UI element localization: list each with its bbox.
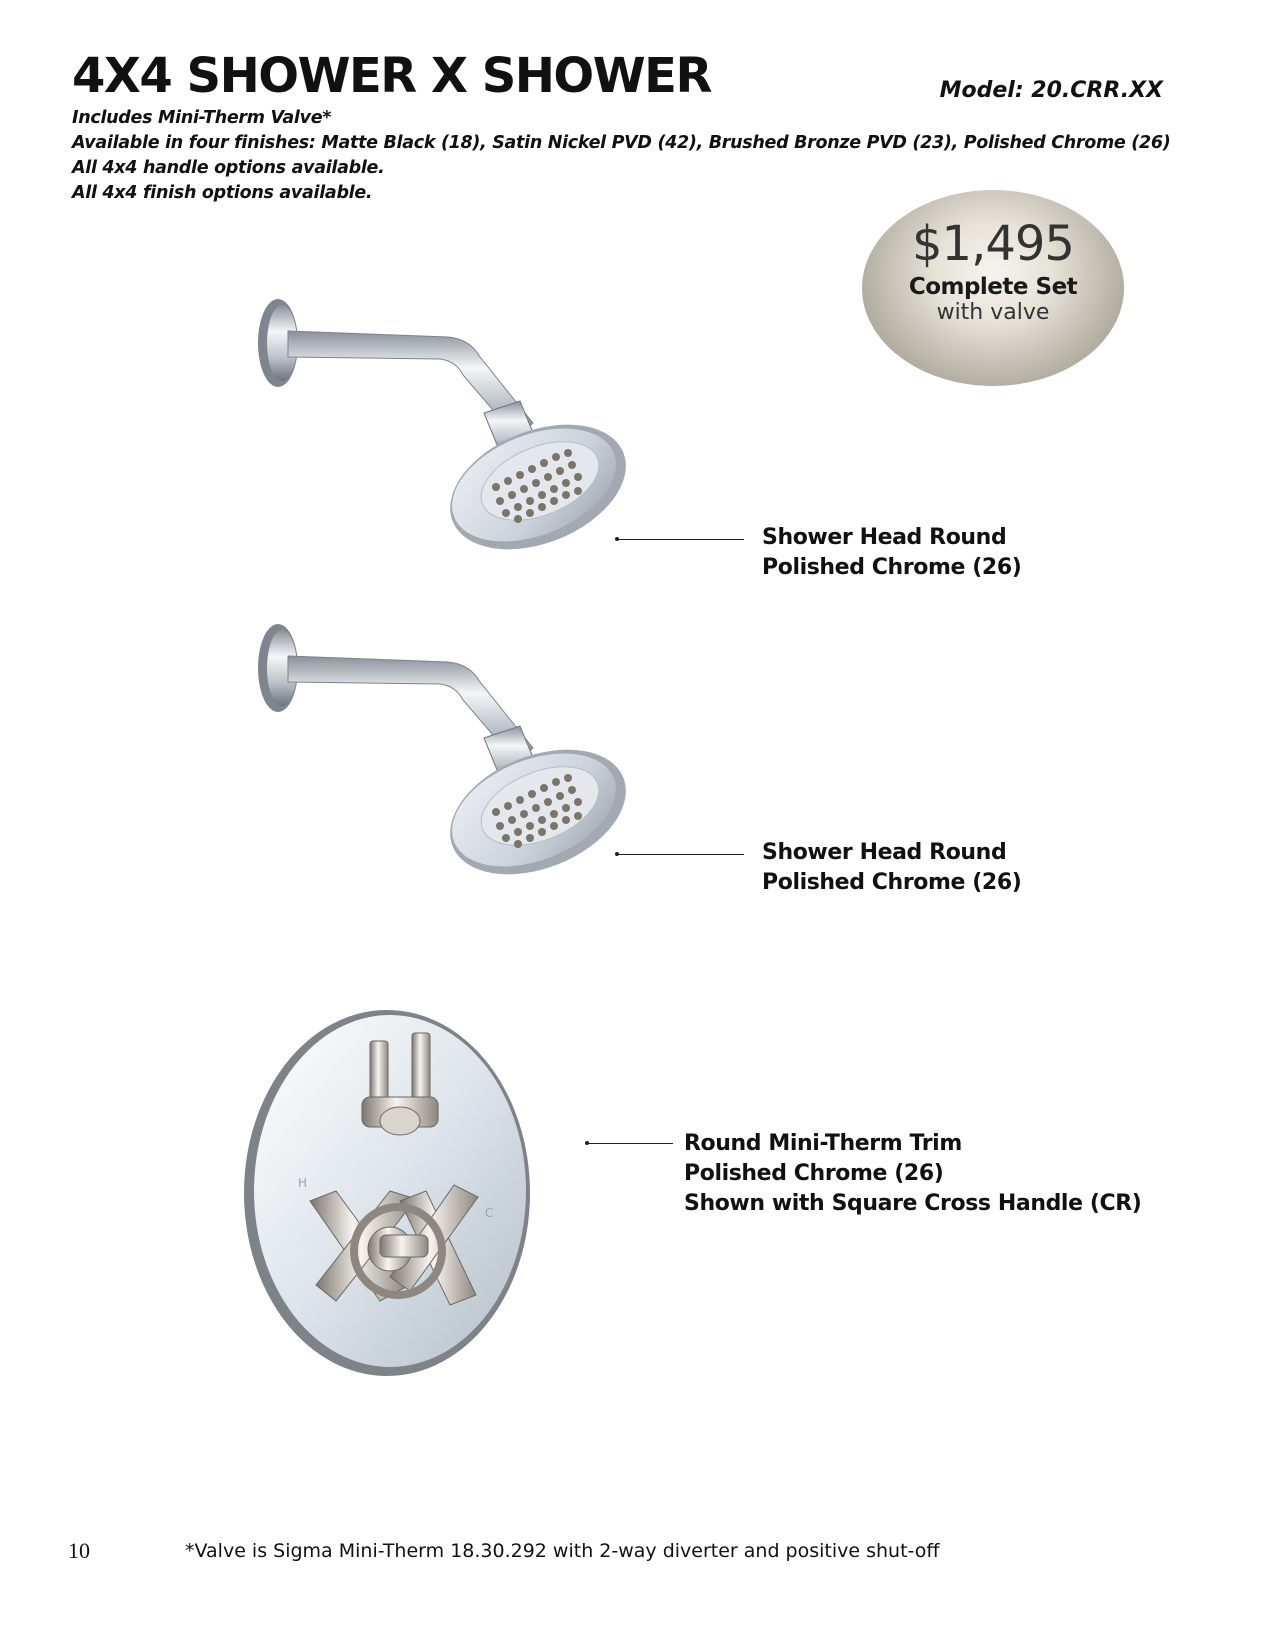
info-line: Includes Mini-Therm Valve* (72, 108, 332, 128)
leader-line (587, 1143, 673, 1144)
leader-line (617, 854, 744, 855)
price-badge (862, 190, 1124, 386)
item-label (762, 838, 1021, 898)
footnote: *Valve is Sigma Mini-Therm 18.30.292 with 2-way diverter and positive shut-off (185, 1540, 940, 1562)
price-sublabel: with valve (936, 300, 1050, 325)
item-label-line: Shower Head Round (762, 525, 1007, 550)
product-info (72, 106, 1192, 206)
item-label-line: Shown with Square Cross Handle (CR) (684, 1191, 1142, 1216)
leader-line (617, 539, 744, 540)
model-number: Model: 20.CRR.XX (939, 78, 1163, 103)
page-title: 4X4 SHOWER X SHOWER (72, 48, 711, 104)
item-label-line: Polished Chrome (26) (762, 555, 1022, 580)
price: $1,495 (912, 216, 1074, 272)
info-line: Available in four finishes: Matte Black (18), Satin Nickel PVD (42), Brushed Bronze PVD (23), Polished Chrome (26) (72, 133, 1171, 153)
info-line: All 4x4 handle options available. (72, 158, 385, 178)
svg-text:C: C (485, 1206, 494, 1220)
item-label-line: Round Mini-Therm Trim (684, 1131, 962, 1156)
item-label (762, 523, 1021, 583)
item-label-line: Polished Chrome (26) (684, 1161, 944, 1186)
item-label-line: Shower Head Round (762, 840, 1007, 865)
shower-head-icon (248, 620, 648, 890)
info-line: All 4x4 finish options available. (72, 183, 373, 203)
price-label: Complete Set (908, 274, 1078, 300)
item-label-line: Polished Chrome (26) (762, 870, 1022, 895)
shower-head-icon (248, 295, 648, 565)
item-label (684, 1129, 1141, 1219)
svg-text:H: H (298, 1176, 308, 1190)
valve-trim-icon (240, 1005, 540, 1380)
page-number: 10 (68, 1538, 90, 1563)
